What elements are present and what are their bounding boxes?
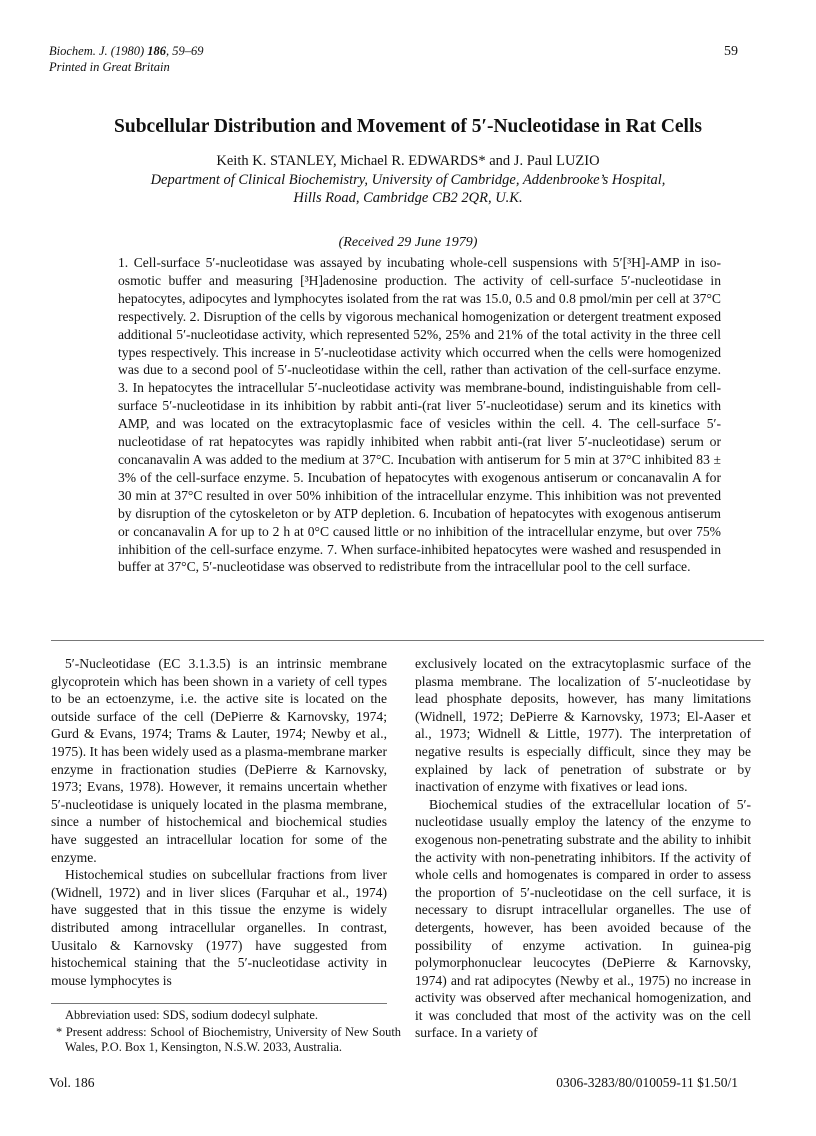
affiliation-line: Department of Clinical Biochemistry, University of Cambridge, Addenbrooke’s Hospital, (150, 172, 666, 188)
affiliation (0, 171, 816, 207)
footnote-divider (51, 1003, 387, 1004)
citation-pages: 59–69 (172, 44, 204, 58)
body-column-right (415, 655, 751, 1042)
journal-citation: Biochem. J. (1980) 186, 59–69 Printed in Great Britain (49, 44, 204, 74)
author-list: Keith K. STANLEY, Michael R. EDWARDS* and J. Paul LUZIO (216, 153, 600, 169)
body-paragraph: exclusively located on the extracytoplasmic surface of the plasma membrane. The localization of 5′-nucleotidase by lead phosphate deposits, however, has many limitations (Widnell, 1972; DePierre & Karnovsky, 1973; El-Aaser et al., 1973; Widnell & Little, 1977). The interpretation of negative results is especially difficult, since they may be explained by lack of penetration of substrate or by inactivation of enzyme with fixatives or lead ions. (415, 656, 751, 795)
body-paragraph: Histochemical studies on subcellular fractions from liver (Widnell, 1972) and in liver slices (Farquhar et al., 1974) have suggested that in this tissue the enzyme is widely distributed among intracellular organelles. In contrast, Uusitalo & Karnovsky (1977) have suggested from histochemical staining that the 5′-nucleotidase activity in mouse lymphocytes is (51, 867, 387, 988)
footnote-present-address: * Present address: School of Biochemistry, University of New South Wales, P.O. Box 1, Kensington, N.S.W. 2033, Australia. (56, 1025, 401, 1054)
citation-journal: Biochem. J. (49, 44, 108, 58)
citation-year: (1980) (110, 44, 145, 58)
affiliation-line: Hills Road, Cambridge CB2 2QR, U.K. (293, 190, 523, 206)
printed-note: Printed in Great Britain (49, 60, 170, 74)
footer-code: 0306-3283/80/010059-11 $1.50/1 (556, 1075, 738, 1090)
footnote-abbreviations: Abbreviation used: SDS, sodium dodecyl sulphate. (65, 1008, 318, 1022)
received-date: (Received 29 June 1979) (338, 235, 478, 250)
article-title: Subcellular Distribution and Movement of 5′-Nucleotidase in Rat Cells (114, 116, 702, 137)
body-paragraph: Biochemical studies of the extracellular location of 5′-nucleotidase usually employ the latency of the enzyme to exogenous non-penetrating substrate and the ability to inhibit the activity with non-penetrating inhibitors. If the activity of whole cells and homogenates is compared in order to assess the proportion of 5′-nucleotidase on the cell surface, it is necessary to disrupt intracellular organelles. The use of detergents, however, has been avoided because of the possibility of enzyme activation. In guinea-pig polymorphonuclear leucocytes (DePierre & Karnovsky, 1974) and rat adipocytes (Newby et al., 1975) no increase in activity was observed after mechanical homogenization, and it was concluded that most of the activity was on the cell surface. In a variety of (415, 796, 751, 1041)
body-column-left (51, 655, 387, 989)
section-divider (51, 640, 764, 641)
page-number: 59 (724, 44, 738, 59)
footer-volume: Vol. 186 (49, 1075, 95, 1090)
citation-volume: 186 (147, 44, 166, 58)
abstract: 1. Cell-surface 5′-nucleotidase was assayed by incubating whole-cell suspensions with 5′[³H]-AMP in iso-osmotic buffer and measuring [³H]adenosine production. The activity of cell-surface 5′-nucleotidase in hepatocytes, adipocytes and lymphocytes isolated from the rat was 15.0, 0.5 and 0.8 pmol/min per cell at 37°C respectively. 2. Disruption of the cells by vigorous mechanical homogenization or detergent treatment exposed additional 5′-nucleotidase activity, which represented 52%, 25% and 21% of the total activity in the three cell types respectively. This increase in 5′-nucleotidase activity which occurred when the cells were homogenized was due to a second pool of 5′-nucleotidase within the cell, rather than activation of the cell-surface enzyme. 3. In hepatocytes the intracellular 5′-nucleotidase activity was membrane-bound, indistinguishable from cell-surface 5′-nucleotidase in its inhibition by rabbit anti-(rat liver 5′-nucleotidase) serum and its kinetics with AMP, and was located on the extracytoplasmic face of vesicles within the cell. 4. The cell-surface 5′-nucleotidase of rat hepatocytes was rapidly inhibited when rabbit anti-(rat liver 5′-nucleotidase) serum or concanavalin A was added to the medium at 37°C. Incubation with antiserum for 5 min at 37°C inhibited 83 ± 3% of the cell-surface enzyme. 5. Incubation of hepatocytes with exogenous antiserum or concanavalin A for 30 min at 37°C resulted in over 50% inhibition of the intracellular enzyme. This inhibition was not prevented by disruption of the cytoskeleton or by ATP depletion. 6. Incubation of hepatocytes with exogenous antiserum or concanavalin A for up to 2 h at 0°C caused little or no inhibition of the intracellular enzyme, but over 75% inhibition of the cell-surface enzyme. 7. When surface-inhibited hepatocytes were washed and resuspended in buffer at 37°C, 5′-nucleotidase was observed to redistribute from the intracellular pool to the cell surface. (118, 255, 721, 575)
body-paragraph: 5′-Nucleotidase (EC 3.1.3.5) is an intrinsic membrane glycoprotein which has been shown in a variety of cell types to be an ectoenzyme, i.e. the active site is located on the outside surface of the cell (DePierre & Karnovsky, 1974; Gurd & Evans, 1974; Trams & Lauter, 1974; Newby et al., 1975). It has been widely used as a plasma-membrane marker enzyme in fractionation studies (DePierre & Karnovsky, 1973; Evans, 1978). However, it remains uncertain whether 5′-nucleotidase is uniquely located in the plasma membrane, since a number of histochemical and biochemical studies have suggested an intracellular location for some of the enzyme. (51, 656, 387, 865)
